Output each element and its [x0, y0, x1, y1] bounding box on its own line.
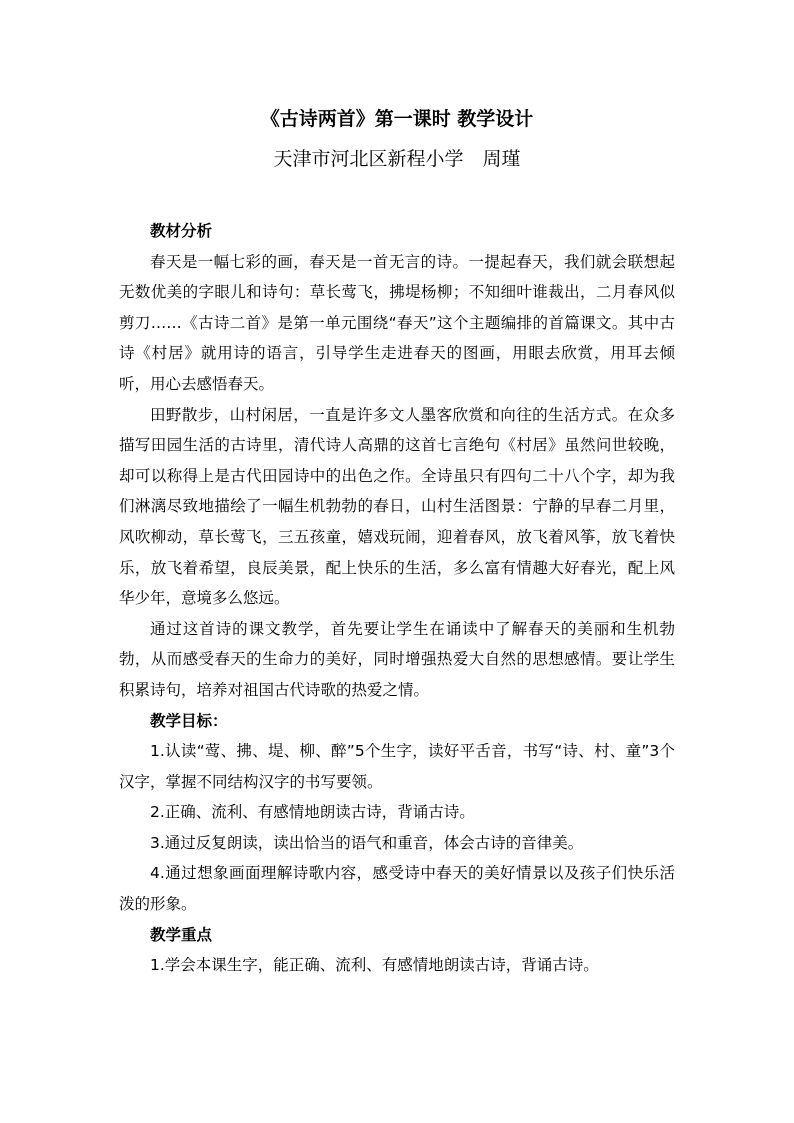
section-heading: 教学目标：	[150, 711, 228, 730]
section-heading: 教学重点	[150, 925, 213, 944]
list-item: 1.认读“莺、拂、堤、柳、醉”5个生字，读好平舌音，书写“诗、村、童”3个汉字，掌握不同结构汉字的书写要领。	[119, 742, 675, 791]
list-item: 1.学会本课生字，能正确、流利、有感情地朗读古诗，背诵古诗。	[150, 956, 599, 975]
list-item: 3.通过反复朗读，读出恰当的语气和重音，体会古诗的音律美。	[150, 833, 584, 852]
document-body	[119, 216, 675, 981]
section-teaching-objectives	[119, 706, 675, 920]
section-teaching-focus	[119, 920, 675, 981]
list-item: 2.正确、流利、有感情地朗读古诗，背诵古诗。	[150, 803, 475, 822]
document-title: 《古诗两首》第一课时 教学设计	[260, 108, 534, 130]
body-paragraph: 通过这首诗的课文教学，首先要让学生在诵读中了解春天的美丽和生机勃勃，从而感受春天的生命力的美好，同时增强热爱大自然的思想感情。要让学生积累诗句，培养对祖国古代诗歌的热爱之情。	[119, 619, 675, 699]
document-subtitle: 天津市河北区新程小学 周瑾	[273, 148, 521, 170]
body-paragraph: 春天是一幅七彩的画，春天是一首无言的诗。一提起春天，我们就会联想起无数优美的字眼儿和诗句：草长莺飞，拂堤杨柳；不知细叶谁裁出，二月春风似剪刀……《古诗二首》是第一单元围绕“春天”这个主题编排的首篇课文。其中古诗《村居》就用诗的语言，引导学生走进春天的图画，用眼去欣赏，用耳去倾听，用心去感悟春天。	[119, 252, 675, 393]
list-item: 4.通过想象画面理解诗歌内容，感受诗中春天的美好情景以及孩子们快乐活泼的形象。	[119, 864, 675, 914]
body-paragraph: 田野散步，山村闲居，一直是许多文人墨客欣赏和向往的生活方式。在众多描写田园生活的古诗里，清代诗人高鼎的这首七言绝句《村居》虽然问世较晚，却可以称得上是古代田园诗中的出色之作。全诗虽只有四句二十八个字，却为我们淋漓尽致地描绘了一幅生机勃勃的春日，山村生活图景：宁静的早春二月里，风吹柳动，草长莺飞，三五孩童，嬉戏玩闹，迎着春风，放飞着风筝，放飞着快乐，放飞着希望，良辰美景，配上快乐的生活，多么富有情趣大好春光，配上风华少年，意境多么悠远。	[119, 405, 675, 608]
section-heading: 教材分析	[150, 222, 213, 240]
section-textbook-analysis	[119, 216, 675, 706]
